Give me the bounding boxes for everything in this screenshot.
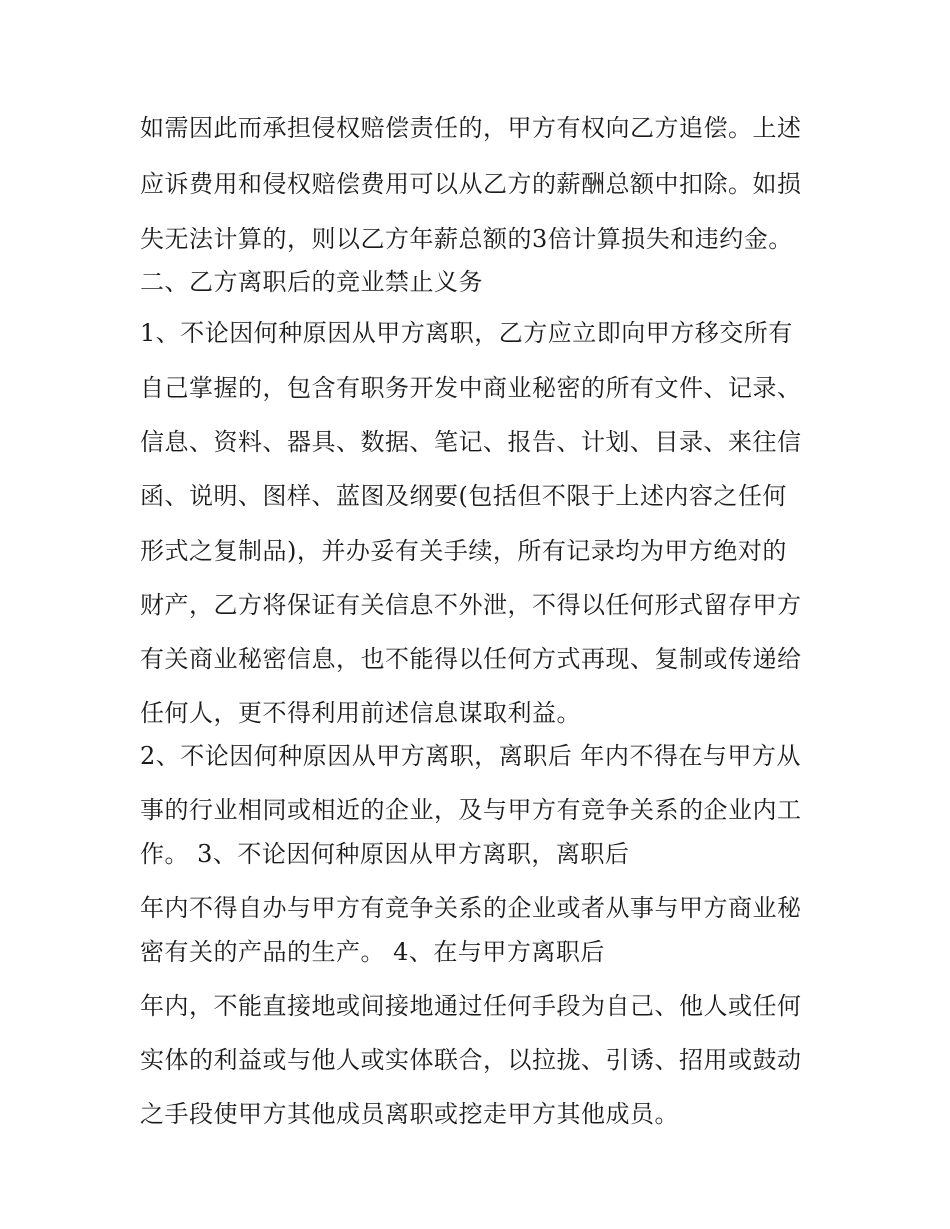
text-line: 事的行业相同或相近的企业，及与甲方有竞争关系的企业内工	[140, 796, 802, 824]
text-line: 有关商业秘密信息，也不能得以任何方式再现、复制或传递给	[140, 645, 802, 673]
text-line: 失无法计算的，则以乙方年薪总额的3倍计算损失和违约金。	[140, 225, 793, 253]
text-line: 2、不论因何种原因从甲方离职，离职后 年内不得在与甲方从	[140, 742, 801, 770]
text-line: 任何人，更不得利用前述信息谋取利益。	[140, 699, 581, 727]
text-line: 自己掌握的，包含有职务开发中商业秘密的所有文件、记录、	[140, 374, 802, 402]
text-line: 形式之复制品)，并办妥有关手续，所有记录均为甲方绝对的	[140, 537, 787, 565]
text-line: 密有关的产品的生产。 4、在与甲方离职后	[140, 938, 605, 966]
text-line: 函、说明、图样、蓝图及纲要(包括但不限于上述内容之任何	[140, 482, 787, 510]
text-line: 作。 3、不论因何种原因从甲方离职，离职后	[140, 840, 630, 868]
text-line: 应诉费用和侵权赔偿费用可以从乙方的薪酬总额中扣除。如损	[140, 170, 802, 198]
text-line: 实体的利益或与他人或实体联合，以拉拢、引诱、招用或鼓动	[140, 1046, 802, 1074]
text-line: 1、不论因何种原因从甲方离职，乙方应立即向甲方移交所有	[140, 319, 793, 347]
text-line: 如需因此而承担侵权赔偿责任的，甲方有权向乙方追偿。上述	[140, 114, 802, 142]
text-line: 年内，不能直接地或间接地通过任何手段为自己、他人或任何	[140, 992, 802, 1020]
text-line: 年内不得自办与甲方有竞争关系的企业或者从事与甲方商业秘	[140, 894, 802, 922]
text-line: 财产，乙方将保证有关信息不外泄，不得以任何形式留存甲方	[140, 591, 802, 619]
section-heading: 二、乙方离职后的竞业禁止义务	[140, 268, 483, 296]
text-line: 信息、资料、器具、数据、笔记、报告、计划、目录、来往信	[140, 428, 802, 456]
text-line: 之手段使甲方其他成员离职或挖走甲方其他成员。	[140, 1100, 679, 1128]
